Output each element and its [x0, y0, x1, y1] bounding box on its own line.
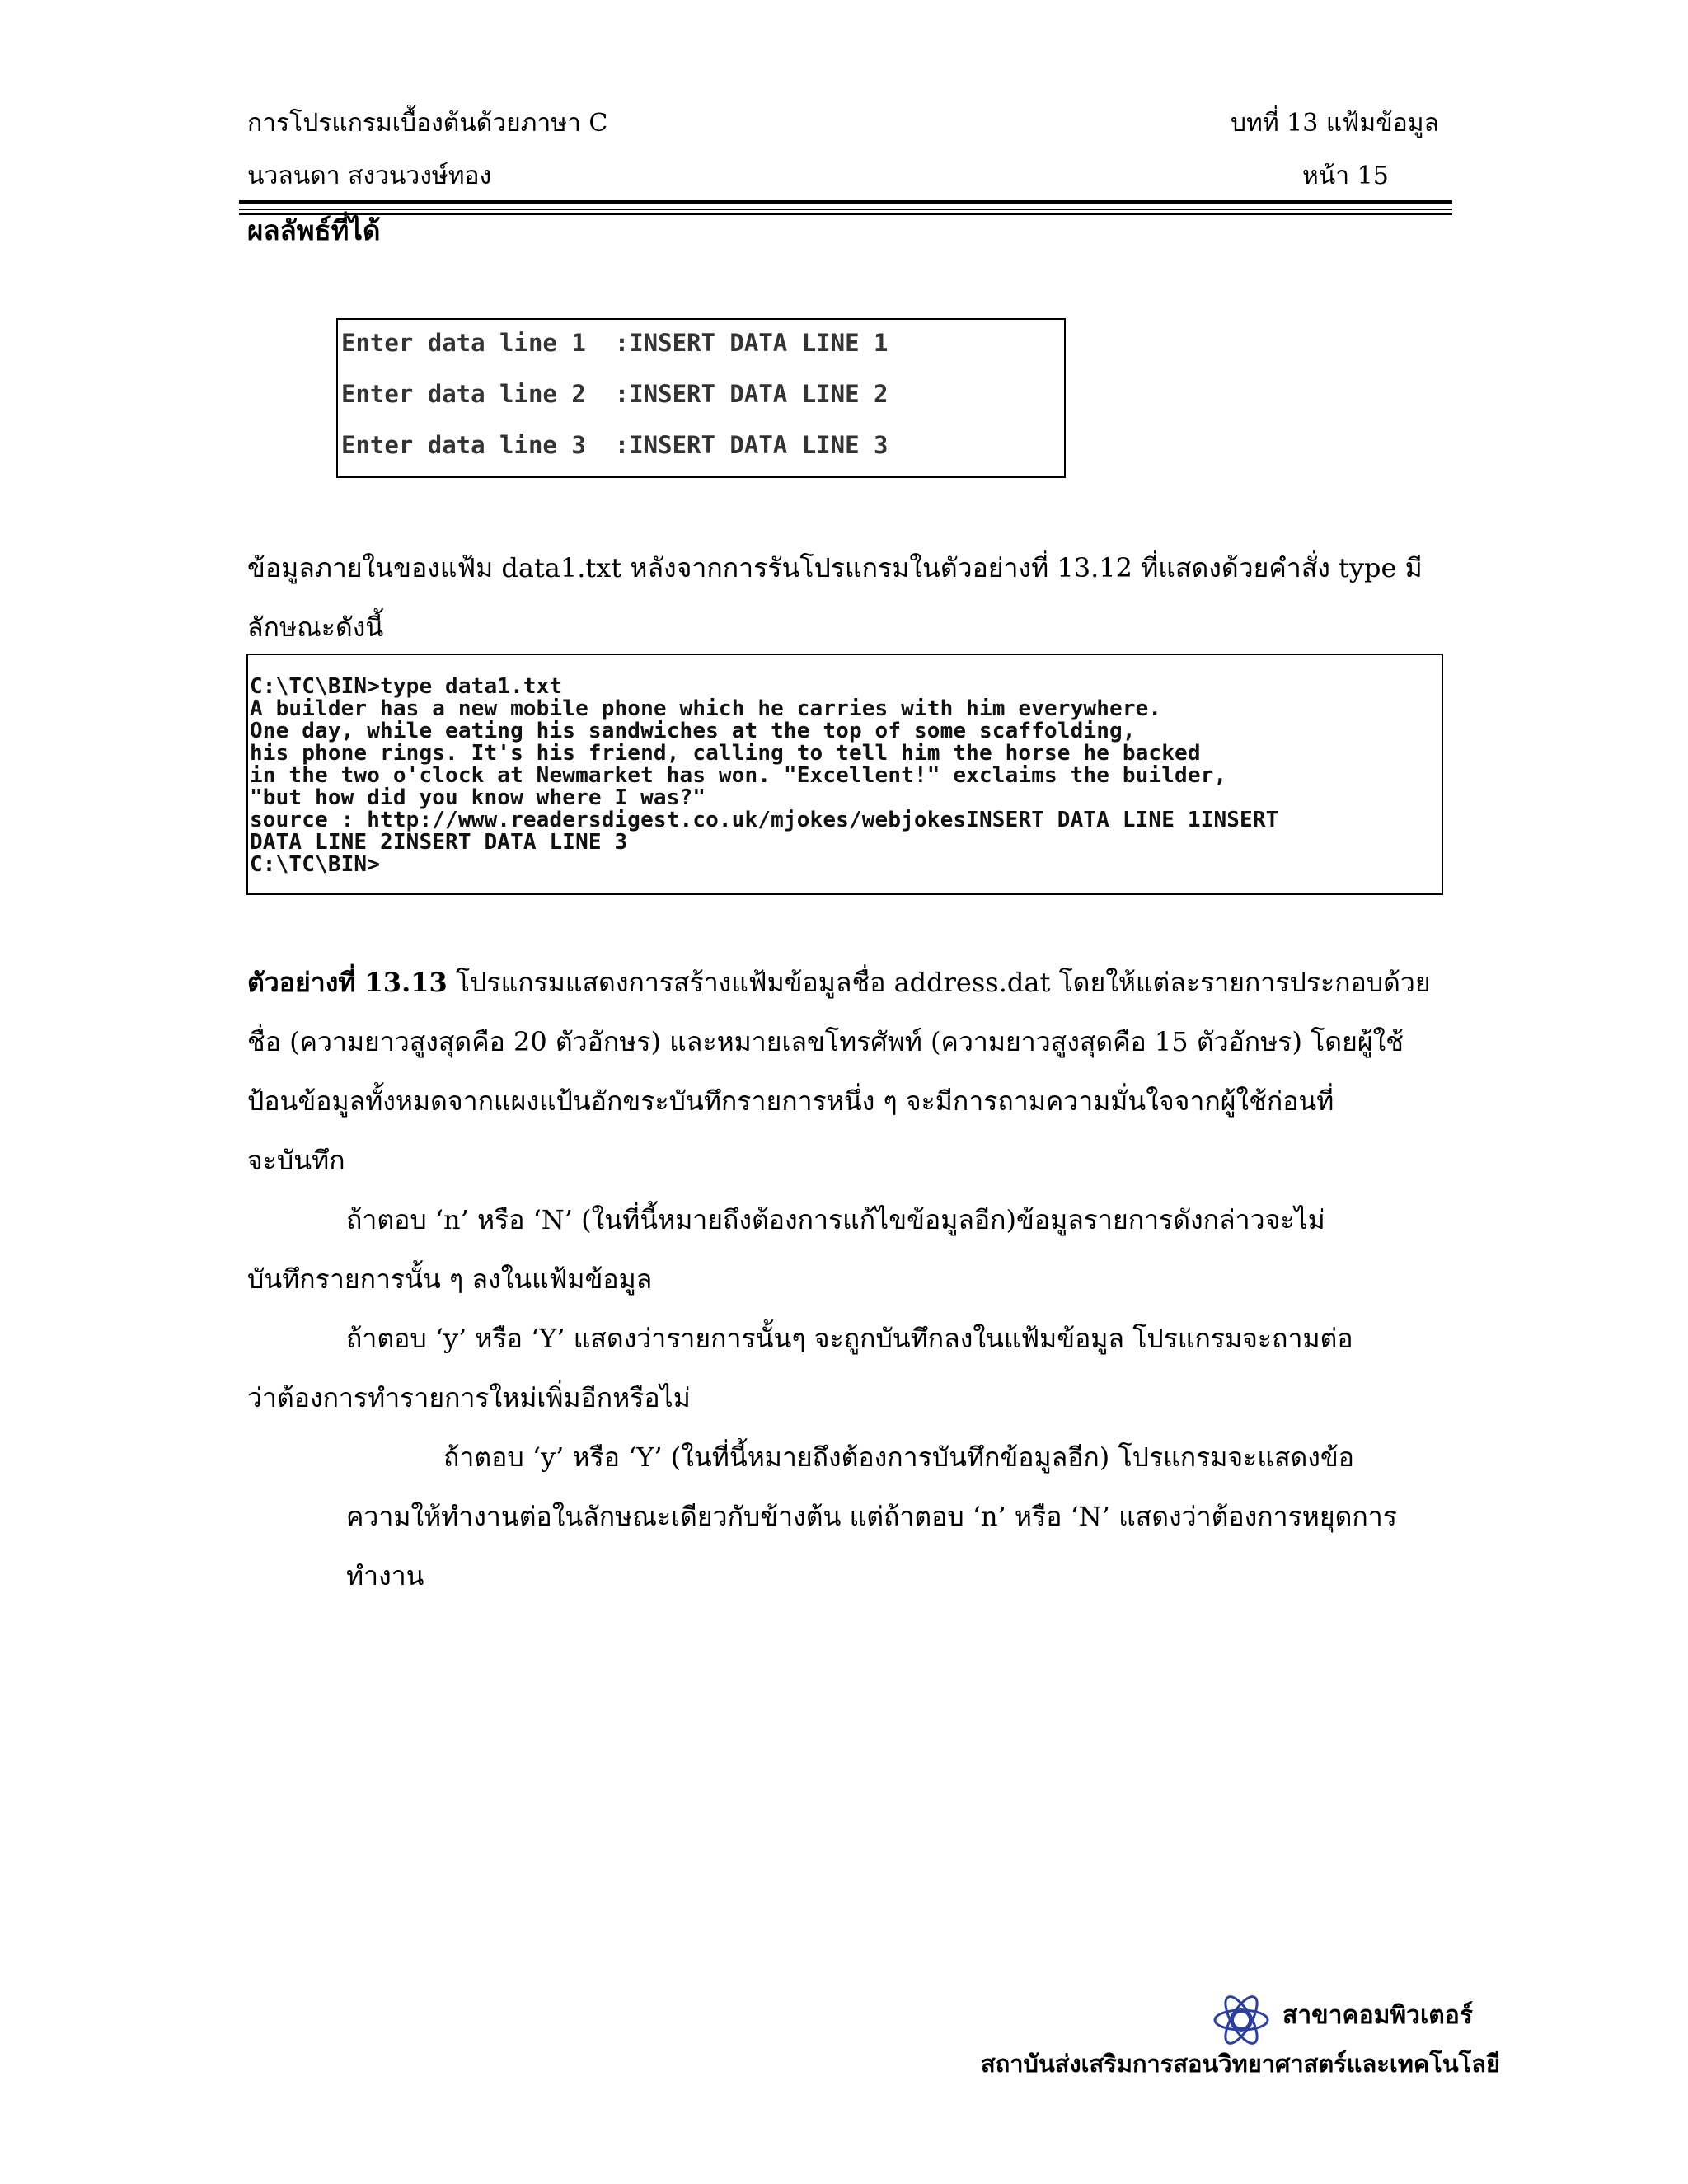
example-line: ว่าต้องการทำรายการใหม่เพิ่มอีกหรือไม่: [247, 1382, 691, 1413]
output-line: Enter data line 2 :INSERT DATA LINE 2: [341, 380, 889, 408]
example-line: ถ้าตอบ ‘y’ หรือ ‘Y’ แสดงว่ารายการนั้นๆ จะถูกบันทึกลงในแฟ้มข้อมูล โปรแกรมจะถามต่อ: [346, 1323, 1353, 1354]
header-rule-thin: [239, 209, 1452, 210]
example-line: ทำงาน: [346, 1560, 424, 1591]
example-intro: โปรแกรมแสดงการสร้างแฟ้มข้อมูลชื่อ address.dat โดยให้แต่ละรายการประกอบด้วย: [447, 967, 1431, 998]
example-first-line: [247, 964, 1431, 1001]
book-title: การโปรแกรมเบื้องต้นด้วยภาษา C: [247, 109, 608, 138]
example-line: บันทึกรายการนั้น ๆ ลงในแฟ้มข้อมูล: [247, 1263, 653, 1295]
example-line: ถ้าตอบ ‘y’ หรือ ‘Y’ (ในที่นี้หมายถึงต้องการบันทึกข้อมูลอีก) โปรแกรมจะแสดงข้อ: [443, 1441, 1355, 1473]
footer-institute: สถาบันส่งเสริมการสอนวิทยาศาสตร์และเทคโนโลยี: [981, 2050, 1500, 2078]
footer-department: สาขาคอมพิวเตอร์: [1282, 2001, 1473, 2030]
console-line: DATA LINE 2INSERT DATA LINE 3: [250, 830, 628, 855]
ipst-atom-logo-icon: [1212, 1990, 1271, 2050]
result-heading: ผลลัพธ์ที่ได้: [247, 214, 381, 246]
page-number: หน้า 15: [1302, 162, 1389, 190]
file-content-screenshot: [246, 654, 1443, 895]
example-line: จะบันทึก: [247, 1145, 345, 1176]
console-line: One day, while eating his sandwiches at the top of some scaffolding,: [250, 719, 1136, 743]
header-rule: [239, 200, 1452, 204]
example-line: ชื่อ (ความยาวสูงสุดคือ 20 ตัวอักษร) และหมายเลขโทรศัพท์ (ความยาวสูงสุดคือ 15 ตัวอักษร) โดยผู้ใช้: [247, 1026, 1404, 1057]
console-line: C:\TC\BIN>type data1.txt: [250, 674, 563, 699]
example-label: ตัวอย่างที่ 13.13: [247, 967, 448, 998]
example-line: ป้อนข้อมูลทั้งหมดจากแผงแป้นอักขระบันทึกรายการหนึ่ง ๆ จะมีการถามความมั่นใจจากผู้ใช้ก่อนที่: [247, 1085, 1334, 1117]
console-line: C:\TC\BIN>: [250, 852, 381, 877]
example-line: ความให้ทำงานต่อในลักษณะเดียวกับข้างต้น แต่ถ้าตอบ ‘n’ หรือ ‘N’ แสดงว่าต้องการหยุดการ: [346, 1501, 1397, 1532]
header-rule-thin-2: [239, 213, 1452, 215]
console-line: in the two o'clock at Newmarket has won. "Excellent!" exclaims the builder,: [250, 763, 1227, 788]
console-line: his phone rings. It's his friend, calling to tell him the horse he backed: [250, 741, 1201, 766]
output-line: Enter data line 3 :INSERT DATA LINE 3: [341, 431, 889, 459]
description-line: ลักษณะดังนี้: [247, 612, 384, 643]
output-line: Enter data line 1 :INSERT DATA LINE 1: [341, 329, 889, 357]
console-line: A builder has a new mobile phone which he carries with him everywhere.: [250, 696, 1162, 721]
chapter-title: บทที่ 13 แฟ้มข้อมูล: [1231, 109, 1439, 138]
example-line: ถ้าตอบ ‘n’ หรือ ‘N’ (ในที่นี้หมายถึงต้องการแก้ไขข้อมูลอีก)ข้อมูลรายการดังกล่าวจะไม่: [346, 1204, 1325, 1235]
description-line: ข้อมูลภายในของแฟ้ม data1.txt หลังจากการรันโปรแกรมในตัวอย่างที่ 13.12 ที่แสดงด้วยคำสั่ง type มี: [247, 552, 1423, 583]
console-line: "but how did you know where I was?": [250, 785, 706, 810]
console-line: source : http://www.readersdigest.co.uk/mjokes/webjokesINSERT DATA LINE 1INSERT: [250, 808, 1279, 832]
author-name: นวลนดา สงวนวงษ์ทอง: [247, 162, 492, 190]
program-output-screenshot: [336, 318, 1066, 478]
